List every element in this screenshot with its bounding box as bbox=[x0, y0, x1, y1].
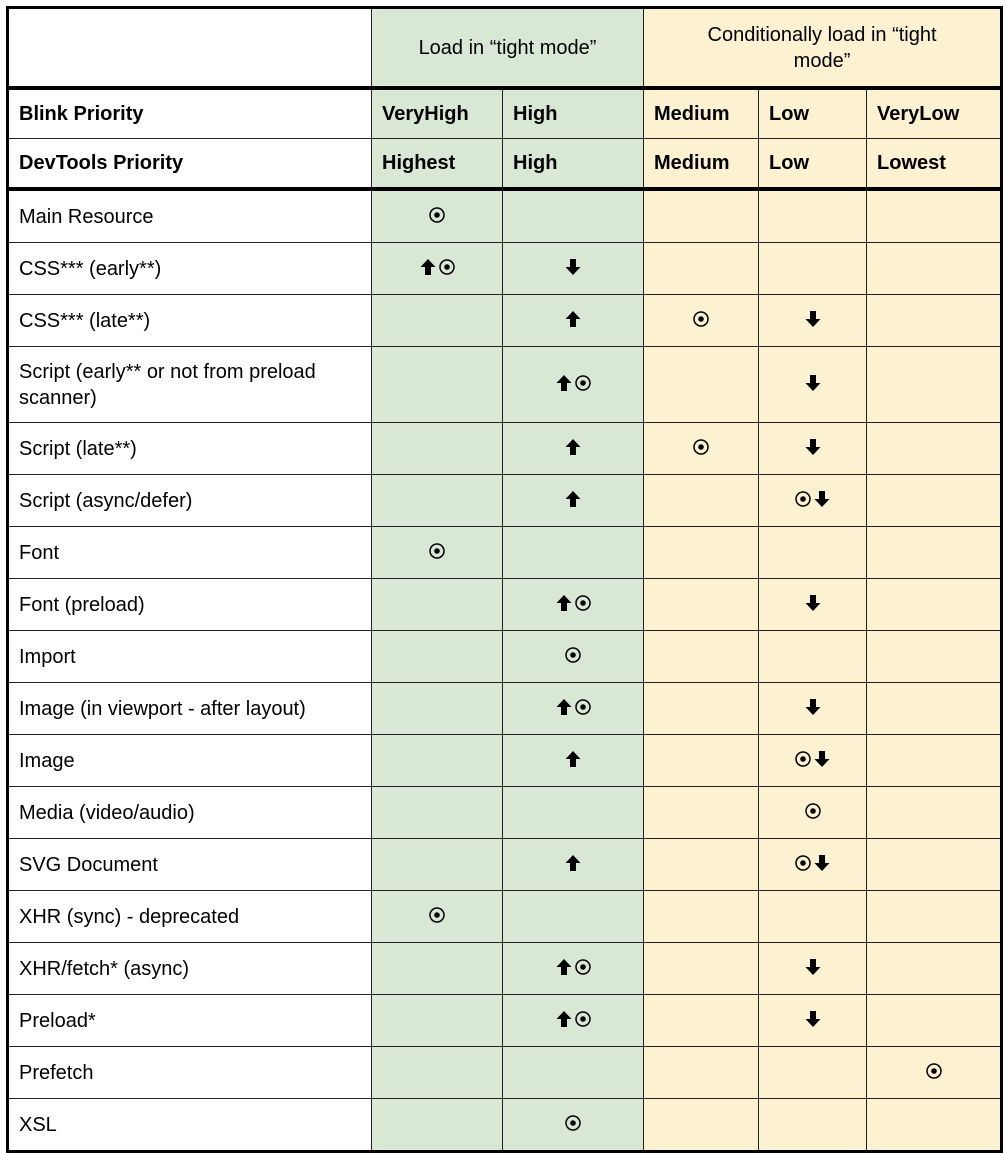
resource-name: Main Resource bbox=[8, 189, 372, 243]
target-icon bbox=[794, 854, 812, 872]
priority-cell bbox=[503, 1047, 644, 1099]
priority-marker-group bbox=[692, 306, 710, 332]
priority-cell bbox=[867, 839, 1002, 891]
priority-cell bbox=[644, 423, 759, 475]
priority-marker-group bbox=[804, 434, 822, 460]
devtools-level-lowest: Lowest bbox=[867, 139, 1002, 190]
priority-cell bbox=[503, 787, 644, 839]
resource-name: XSL bbox=[8, 1099, 372, 1152]
arrow-up-icon bbox=[564, 750, 582, 768]
priority-marker-group bbox=[804, 370, 822, 396]
target-icon bbox=[428, 906, 446, 924]
priority-marker-group bbox=[564, 254, 582, 280]
resource-row bbox=[8, 995, 1002, 1047]
priority-cell bbox=[867, 347, 1002, 423]
priority-cell bbox=[867, 423, 1002, 475]
target-icon bbox=[925, 1062, 943, 1080]
priority-cell bbox=[503, 423, 644, 475]
priority-cell bbox=[759, 475, 867, 527]
priority-cell bbox=[759, 943, 867, 995]
priority-cell bbox=[372, 189, 503, 243]
priority-cell bbox=[644, 787, 759, 839]
priority-marker-group bbox=[428, 202, 446, 228]
target-icon bbox=[794, 750, 812, 768]
priority-cell bbox=[372, 683, 503, 735]
arrow-up-icon bbox=[564, 438, 582, 456]
priority-cell bbox=[759, 579, 867, 631]
priority-marker-group bbox=[804, 798, 822, 824]
priority-marker-group bbox=[794, 746, 831, 772]
resource-name: Script (early** or not from preload scanner) bbox=[8, 347, 372, 423]
priority-marker-group bbox=[555, 1006, 592, 1032]
priority-cell bbox=[759, 631, 867, 683]
resource-row bbox=[8, 891, 1002, 943]
priority-cell bbox=[503, 243, 644, 295]
target-icon bbox=[692, 438, 710, 456]
target-icon bbox=[692, 310, 710, 328]
priority-marker-group bbox=[564, 434, 582, 460]
blink-level-low: Low bbox=[759, 88, 867, 139]
resource-name: Script (late**) bbox=[8, 423, 372, 475]
priority-cell bbox=[867, 735, 1002, 787]
blink-level-veryhigh: VeryHigh bbox=[372, 88, 503, 139]
target-icon bbox=[574, 698, 592, 716]
priority-cell bbox=[867, 943, 1002, 995]
priority-cell bbox=[644, 735, 759, 787]
priority-cell bbox=[867, 579, 1002, 631]
priority-cell bbox=[503, 839, 644, 891]
arrow-down-icon bbox=[804, 1010, 822, 1028]
priority-cell bbox=[867, 995, 1002, 1047]
priority-marker-group bbox=[555, 370, 592, 396]
priority-marker-group bbox=[428, 902, 446, 928]
priority-cell bbox=[503, 347, 644, 423]
arrow-up-icon bbox=[419, 258, 437, 276]
arrow-down-icon bbox=[813, 490, 831, 508]
resource-name: Script (async/defer) bbox=[8, 475, 372, 527]
resource-name: SVG Document bbox=[8, 839, 372, 891]
resource-name: XHR/fetch* (async) bbox=[8, 943, 372, 995]
arrow-up-icon bbox=[564, 310, 582, 328]
priority-cell bbox=[372, 735, 503, 787]
devtools-level-high: High bbox=[503, 139, 644, 190]
priority-marker-group bbox=[692, 434, 710, 460]
priority-cell bbox=[372, 891, 503, 943]
priority-cell bbox=[644, 995, 759, 1047]
priority-cell bbox=[867, 891, 1002, 943]
resource-row bbox=[8, 1099, 1002, 1152]
devtools-level-low: Low bbox=[759, 139, 867, 190]
priority-cell bbox=[372, 347, 503, 423]
resource-row bbox=[8, 1047, 1002, 1099]
priority-cell bbox=[372, 839, 503, 891]
resource-name: XHR (sync) - deprecated bbox=[8, 891, 372, 943]
blink-priority-label: Blink Priority bbox=[8, 88, 372, 139]
resource-name: Image bbox=[8, 735, 372, 787]
priority-cell bbox=[644, 1047, 759, 1099]
priority-cell bbox=[759, 735, 867, 787]
arrow-up-icon bbox=[555, 374, 573, 392]
priority-cell bbox=[867, 475, 1002, 527]
arrow-up-icon bbox=[555, 594, 573, 612]
priority-marker-group bbox=[555, 694, 592, 720]
priority-cell bbox=[372, 423, 503, 475]
arrow-down-icon bbox=[804, 594, 822, 612]
priority-cell bbox=[503, 995, 644, 1047]
priority-cell bbox=[759, 1047, 867, 1099]
corner-cell bbox=[8, 8, 372, 89]
target-icon bbox=[564, 1114, 582, 1132]
resource-row bbox=[8, 943, 1002, 995]
priority-cell bbox=[644, 189, 759, 243]
priority-cell bbox=[759, 527, 867, 579]
blink-level-medium: Medium bbox=[644, 88, 759, 139]
arrow-down-icon bbox=[804, 310, 822, 328]
resource-row bbox=[8, 423, 1002, 475]
priority-cell bbox=[372, 1047, 503, 1099]
target-icon bbox=[574, 374, 592, 392]
priority-cell bbox=[372, 631, 503, 683]
priority-cell bbox=[503, 1099, 644, 1152]
priority-marker-group bbox=[555, 590, 592, 616]
devtools-level-medium: Medium bbox=[644, 139, 759, 190]
priority-cell bbox=[372, 527, 503, 579]
priority-marker-group bbox=[804, 590, 822, 616]
priority-cell bbox=[759, 787, 867, 839]
blink-level-verylow: VeryLow bbox=[867, 88, 1002, 139]
priority-cell bbox=[644, 943, 759, 995]
arrow-down-icon bbox=[804, 438, 822, 456]
arrow-down-icon bbox=[564, 258, 582, 276]
resource-row bbox=[8, 347, 1002, 423]
priority-cell bbox=[372, 1099, 503, 1152]
priority-cell bbox=[644, 475, 759, 527]
resource-name: Image (in viewport - after layout) bbox=[8, 683, 372, 735]
arrow-up-icon bbox=[555, 958, 573, 976]
priority-cell bbox=[503, 189, 644, 243]
priority-marker-group bbox=[804, 1006, 822, 1032]
target-icon bbox=[574, 958, 592, 976]
resource-row bbox=[8, 735, 1002, 787]
priority-cell bbox=[759, 347, 867, 423]
arrow-down-icon bbox=[804, 698, 822, 716]
resource-name: CSS*** (late**) bbox=[8, 295, 372, 347]
arrow-up-icon bbox=[555, 698, 573, 716]
group-tight-mode: Load in “tight mode” bbox=[372, 8, 644, 89]
priority-cell bbox=[644, 683, 759, 735]
target-icon bbox=[438, 258, 456, 276]
priority-cell bbox=[503, 475, 644, 527]
priority-cell bbox=[867, 787, 1002, 839]
priority-marker-group bbox=[555, 954, 592, 980]
target-icon bbox=[574, 1010, 592, 1028]
priority-cell bbox=[372, 943, 503, 995]
priority-cell bbox=[644, 579, 759, 631]
resource-name: Media (video/audio) bbox=[8, 787, 372, 839]
blink-priority-row bbox=[8, 88, 1002, 139]
arrow-down-icon bbox=[813, 750, 831, 768]
priority-cell bbox=[759, 1099, 867, 1152]
arrow-up-icon bbox=[555, 1010, 573, 1028]
priority-marker-group bbox=[564, 306, 582, 332]
resource-row bbox=[8, 787, 1002, 839]
priority-cell bbox=[644, 527, 759, 579]
priority-cell bbox=[644, 295, 759, 347]
priority-cell bbox=[503, 579, 644, 631]
resource-priority-table bbox=[6, 6, 1003, 1153]
resource-row bbox=[8, 189, 1002, 243]
priority-cell bbox=[867, 631, 1002, 683]
group-conditional: Conditionally load in “tight mode” bbox=[644, 8, 1002, 89]
priority-marker-group bbox=[804, 694, 822, 720]
priority-cell bbox=[867, 295, 1002, 347]
resource-row bbox=[8, 579, 1002, 631]
priority-marker-group bbox=[419, 254, 456, 280]
devtools-level-highest: Highest bbox=[372, 139, 503, 190]
priority-cell bbox=[372, 243, 503, 295]
resource-name: Font (preload) bbox=[8, 579, 372, 631]
priority-cell bbox=[644, 243, 759, 295]
priority-cell bbox=[759, 243, 867, 295]
blink-level-high: High bbox=[503, 88, 644, 139]
priority-cell bbox=[867, 189, 1002, 243]
arrow-down-icon bbox=[804, 374, 822, 392]
priority-cell bbox=[867, 527, 1002, 579]
priority-marker-group bbox=[428, 538, 446, 564]
priority-cell bbox=[867, 1047, 1002, 1099]
devtools-priority-row bbox=[8, 139, 1002, 190]
arrow-down-icon bbox=[804, 958, 822, 976]
priority-cell bbox=[644, 839, 759, 891]
devtools-priority-label: DevTools Priority bbox=[8, 139, 372, 190]
target-icon bbox=[564, 646, 582, 664]
priority-marker-group bbox=[564, 642, 582, 668]
priority-table-container bbox=[6, 6, 1003, 1153]
priority-cell bbox=[503, 295, 644, 347]
priority-marker-group bbox=[564, 486, 582, 512]
resource-row bbox=[8, 295, 1002, 347]
target-icon bbox=[804, 802, 822, 820]
target-icon bbox=[428, 542, 446, 560]
group-header-row bbox=[8, 8, 1002, 89]
priority-cell bbox=[759, 189, 867, 243]
priority-cell bbox=[644, 1099, 759, 1152]
priority-marker-group bbox=[804, 306, 822, 332]
resource-name: Prefetch bbox=[8, 1047, 372, 1099]
priority-cell bbox=[503, 735, 644, 787]
priority-cell bbox=[503, 683, 644, 735]
resource-name: Font bbox=[8, 527, 372, 579]
priority-cell bbox=[867, 243, 1002, 295]
priority-cell bbox=[372, 787, 503, 839]
resource-row bbox=[8, 527, 1002, 579]
resource-row bbox=[8, 243, 1002, 295]
priority-cell bbox=[759, 683, 867, 735]
priority-cell bbox=[759, 995, 867, 1047]
priority-marker-group bbox=[794, 486, 831, 512]
priority-cell bbox=[867, 1099, 1002, 1152]
priority-cell bbox=[644, 347, 759, 423]
priority-cell bbox=[503, 891, 644, 943]
priority-cell bbox=[503, 527, 644, 579]
target-icon bbox=[574, 594, 592, 612]
resource-row bbox=[8, 839, 1002, 891]
priority-marker-group bbox=[564, 746, 582, 772]
priority-cell bbox=[503, 631, 644, 683]
resource-row bbox=[8, 683, 1002, 735]
priority-cell bbox=[644, 631, 759, 683]
priority-cell bbox=[372, 295, 503, 347]
priority-cell bbox=[867, 683, 1002, 735]
priority-cell bbox=[372, 579, 503, 631]
target-icon bbox=[428, 206, 446, 224]
resource-row bbox=[8, 631, 1002, 683]
resource-name: Import bbox=[8, 631, 372, 683]
arrow-up-icon bbox=[564, 854, 582, 872]
priority-marker-group bbox=[794, 850, 831, 876]
priority-cell bbox=[372, 475, 503, 527]
priority-marker-group bbox=[564, 850, 582, 876]
target-icon bbox=[794, 490, 812, 508]
priority-cell bbox=[503, 943, 644, 995]
priority-marker-group bbox=[925, 1058, 943, 1084]
priority-cell bbox=[644, 891, 759, 943]
resource-name: Preload* bbox=[8, 995, 372, 1047]
priority-cell bbox=[759, 423, 867, 475]
resource-row bbox=[8, 475, 1002, 527]
arrow-down-icon bbox=[813, 854, 831, 872]
priority-cell bbox=[759, 839, 867, 891]
priority-marker-group bbox=[804, 954, 822, 980]
arrow-up-icon bbox=[564, 490, 582, 508]
priority-marker-group bbox=[564, 1110, 582, 1136]
priority-cell bbox=[372, 995, 503, 1047]
priority-cell bbox=[759, 295, 867, 347]
priority-cell bbox=[759, 891, 867, 943]
resource-name: CSS*** (early**) bbox=[8, 243, 372, 295]
